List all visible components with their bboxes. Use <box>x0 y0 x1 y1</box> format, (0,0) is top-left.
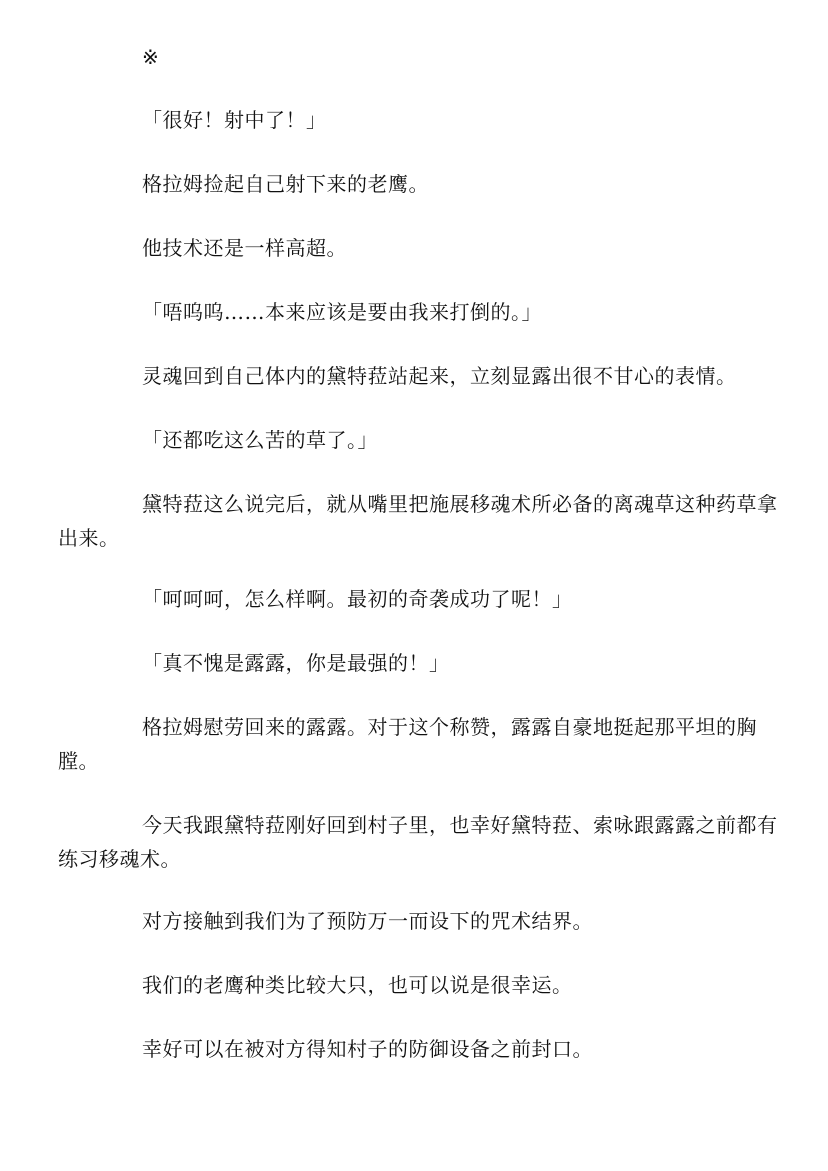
paragraph-3: 他技术还是一样高超。 <box>142 236 347 260</box>
paragraph-11: 今天我跟黛特菈刚好回到村子里，也幸好黛特菈、索咏跟露露之前都有练习移魂术。 <box>58 813 778 871</box>
paragraph-1: 「很好！射中了！」 <box>142 108 327 132</box>
paragraph-13: 我们的老鹰种类比较大只，也可以说是很幸运。 <box>142 973 573 997</box>
paragraph-14: 幸好可以在被对方得知村子的防御设备之前封口。 <box>142 1037 593 1061</box>
paragraph-8: 「呵呵呵，怎么样啊。最初的奇袭成功了呢！」 <box>142 587 573 611</box>
paragraph-6: 「还都吃这么苦的草了。」 <box>142 428 378 452</box>
section-mark: ※ <box>142 45 160 69</box>
paragraph-10: 格拉姆慰劳回来的露露。对于这个称赞，露露自豪地挺起那平坦的胸膛。 <box>58 715 757 773</box>
paragraph-2: 格拉姆捡起自己射下来的老鹰。 <box>142 172 429 196</box>
paragraph-5: 灵魂回到自己体内的黛特菈站起来，立刻显露出很不甘心的表情。 <box>142 364 737 388</box>
paragraph-4: 「唔呜呜……本来应该是要由我来打倒的。」 <box>142 300 542 324</box>
paragraph-9: 「真不愧是露露，你是最强的！」 <box>142 651 450 675</box>
paragraph-12: 对方接触到我们为了预防万一而设下的咒术结界。 <box>142 909 593 933</box>
paragraph-7: 黛特菈这么说完后，就从嘴里把施展移魂术所必备的离魂草这种药草拿出来。 <box>58 492 778 550</box>
